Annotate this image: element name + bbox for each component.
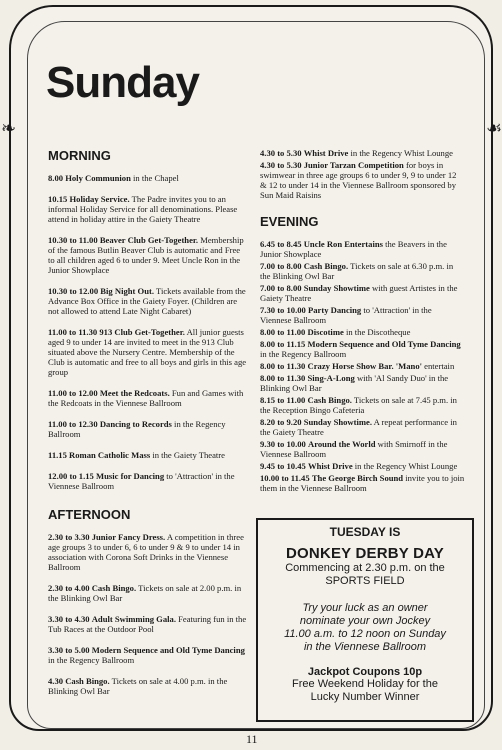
entry-text: The Padre invites you to an informal Holiday Service for all denominations. Please attend in holiday attire in the Gaiety Theatre <box>48 194 238 224</box>
schedule-entry <box>48 676 248 696</box>
entry-time: 8.20 to 9.20 <box>260 417 302 427</box>
entry-text: in the Regency Ballroom <box>48 419 226 439</box>
box-italic-line: in the Viennese Ballroom <box>303 641 427 653</box>
entry-time: 2.30 to 4.00 <box>48 583 90 593</box>
box-italic-line: 11.00 a.m. to 12 noon on Sunday <box>284 628 446 640</box>
schedule-entry <box>48 286 248 316</box>
schedule-entry <box>48 235 248 275</box>
entry-time: 11.00 to 11.30 <box>48 327 98 337</box>
entry-title: Holiday Service. <box>69 194 130 204</box>
entry-title: Cash Bingo. <box>65 676 110 686</box>
entry-text: A competition in three age groups 3 to under 6, 6 to under 9 & 9 to under 14 in association with Corona Soft Drinks in the Viennese Ballroom <box>48 532 244 572</box>
schedule-entry <box>48 194 248 224</box>
entry-text: All junior guests aged 9 to under 14 are invited to meet in the 913 Club situated above the Nursery Centre. Membership of the Club is automatic and free to all boys and girls in this age group <box>48 327 247 377</box>
entry-text: entertain <box>422 361 455 371</box>
entry-title: Modern Sequence and Old Tyme Dancing <box>307 339 461 349</box>
schedule-entry <box>48 614 248 634</box>
entry-time: 11.00 to 12.00 <box>48 388 98 398</box>
evening-list <box>260 239 465 493</box>
entry-text: in the Gaiety Theatre <box>150 450 225 460</box>
corner-ornament-icon: ❧ <box>1 118 17 138</box>
entry-time: 4.30 <box>48 676 64 686</box>
morning-list <box>48 173 248 491</box>
entry-time: 7.30 to 10.00 <box>260 305 306 315</box>
entry-title: Sing-A-Long <box>307 373 355 383</box>
entry-text: with 'Al Sandy Duo' in the Blinking Owl Bar <box>260 373 449 393</box>
afternoon-continued-list <box>260 148 465 200</box>
entry-title: Crazy Horse Show Bar. 'Mano' <box>307 361 423 371</box>
schedule-entry <box>260 461 465 471</box>
schedule-entry <box>48 327 248 377</box>
schedule-entry <box>260 160 465 200</box>
entry-text: with Smirnoff in the Viennese Ballroom <box>260 439 448 459</box>
section-heading-morning: MORNING <box>48 148 111 163</box>
left-column <box>48 148 248 707</box>
entry-title: Music for Dancing <box>96 471 165 481</box>
entry-time: 9.30 to 10.00 <box>260 439 306 449</box>
schedule-entry <box>48 583 248 603</box>
schedule-entry <box>260 148 465 158</box>
entry-title: Sunday Showtime. <box>303 417 372 427</box>
entry-text: A repeat performance in the Gaiety Theatre <box>260 417 457 437</box>
entry-text: Featuring fun in the Tub Races at the Outdoor Pool <box>48 614 247 634</box>
schedule-entry <box>260 261 465 281</box>
entry-title: Around the World <box>308 439 376 449</box>
entry-time: 11.00 to 12.30 <box>48 419 98 429</box>
entry-title: Junior Tarzan Competition <box>303 160 404 170</box>
entry-text: for boys in swimwear in three age groups 6 to under 9, 9 to under 12 & 12 to under 14 in the Viennese Ballroom sponsored by Sun Maid Raisins <box>260 160 457 200</box>
entry-title: Sunday Showtime <box>303 283 370 293</box>
box-heading: TUESDAY IS <box>329 525 401 539</box>
schedule-entry <box>48 450 248 460</box>
entry-time: 10.15 <box>48 194 68 204</box>
entry-text: in the Regency Whist Lounge <box>352 461 458 471</box>
entry-title: Beaver Club Get-Together. <box>99 235 199 245</box>
right-column <box>260 148 465 495</box>
schedule-entry <box>260 339 465 359</box>
entry-title: Roman Catholic Mass <box>69 450 151 460</box>
schedule-entry <box>260 305 465 325</box>
entry-title: Cash Bingo. <box>303 261 349 271</box>
schedule-entry <box>48 173 248 183</box>
entry-text: Tickets on sale at 2.00 p.m. in the Blinking Owl Bar <box>48 583 242 603</box>
entry-time: 3.30 to 4.30 <box>48 614 90 624</box>
entry-time: 4.30 to 5.30 <box>260 160 302 170</box>
entry-time: 10.30 to 11.00 <box>48 235 98 245</box>
entry-text: Membership of the famous Butlin Beaver Club is automatic and Free to all children aged 6 to under 9. Meet Uncle Ron in the Junior Showplace <box>48 235 244 275</box>
entry-title: Uncle Ron Entertains <box>303 239 383 249</box>
section-heading-evening: EVENING <box>260 214 319 229</box>
entry-title: Big Night Out. <box>100 286 155 296</box>
entry-text: invite you to join them in the Viennese Ballroom <box>260 473 465 493</box>
entry-text: the Beavers in the Junior Showplace <box>260 239 447 259</box>
entry-time: 8.00 to 11.00 <box>260 327 306 337</box>
schedule-entry <box>48 419 248 439</box>
entry-time: 10.30 to 12.00 <box>48 286 99 296</box>
entry-title: Holy Communion <box>65 173 131 183</box>
entry-title: Meet the Redcoats. <box>99 388 170 398</box>
schedule-entry <box>48 388 248 408</box>
afternoon-list <box>48 532 248 696</box>
donkey-derby-box <box>256 518 474 722</box>
box-title: DONKEY DERBY DAY <box>286 545 444 562</box>
entry-title: Discotime <box>307 327 344 337</box>
entry-text: Fun and Games with the Redcoats in the Viennese Ballroom <box>48 388 244 408</box>
entry-text: in the Discotheque <box>343 327 411 337</box>
page-title: Sunday <box>46 58 199 107</box>
entry-time: 8.00 to 11.30 <box>260 361 306 371</box>
entry-time: 8.00 <box>48 173 64 183</box>
section-heading-afternoon: AFTERNOON <box>48 507 131 522</box>
box-line: SPORTS FIELD <box>325 575 405 587</box>
entry-text: Tickets on sale at 7.45 p.m. in the Reception Bingo Cafeteria <box>260 395 457 415</box>
schedule-entry <box>260 473 465 493</box>
entry-text: to 'Attraction' in the Viennese Ballroom <box>260 305 432 325</box>
entry-time: 8.00 to 11.30 <box>260 373 306 383</box>
box-line: Commencing at 2.30 p.m. on the <box>285 562 445 574</box>
entry-time: 10.00 to 11.45 <box>260 473 310 483</box>
entry-text: with guest Artistes in the Gaiety Theatre <box>260 283 458 303</box>
entry-time: 7.00 to 8.00 <box>260 283 302 293</box>
schedule-entry <box>48 532 248 572</box>
entry-title: Dancing to Records <box>99 419 172 429</box>
entry-text: Tickets on sale at 6.30 p.m. in the Blinking Owl Bar <box>260 261 454 281</box>
entry-text: in the Regency Whist Lounge <box>348 148 453 158</box>
entry-time: 8.15 to 11.00 <box>260 395 306 405</box>
box-coupon: Jackpot Coupons 10p <box>307 666 423 678</box>
entry-title: Cash Bingo. <box>91 583 137 593</box>
box-italic-line: nominate your own Jockey <box>299 615 431 627</box>
schedule-entry <box>260 395 465 415</box>
schedule-entry <box>48 471 248 491</box>
entry-text: in the Regency Ballroom <box>48 655 135 665</box>
entry-title: The George Birch Sound <box>311 473 404 483</box>
schedule-entry <box>260 439 465 459</box>
entry-time: 2.30 to 3.30 <box>48 532 90 542</box>
schedule-entry <box>260 283 465 303</box>
entry-title: Party Dancing <box>308 305 362 315</box>
corner-ornament-icon: ☙ <box>486 118 502 138</box>
entry-time: 12.00 to 1.15 <box>48 471 94 481</box>
schedule-entry <box>260 373 465 393</box>
entry-text: in the Chapel <box>130 173 179 183</box>
box-foot: Lucky Number Winner <box>310 691 420 703</box>
entry-text: in the Regency Ballroom <box>260 349 347 359</box>
entry-text: Tickets available from the Advance Box Office in the Gaiety Foyer. (Children are not allowed to attend Late Night Cabaret) <box>48 286 246 316</box>
entry-time: 6.45 to 8.45 <box>260 239 302 249</box>
schedule-entry <box>260 327 465 337</box>
schedule-entry <box>260 417 465 437</box>
entry-title: Adult Swimming Gala. <box>91 614 176 624</box>
entry-title: 913 Club Get-Together. <box>99 327 185 337</box>
box-foot: Free Weekend Holiday for the <box>292 678 438 690</box>
entry-time: 8.00 to 11.15 <box>260 339 306 349</box>
entry-text: Tickets on sale at 4.00 p.m. in the Blinking Owl Bar <box>48 676 228 696</box>
schedule-entry <box>260 239 465 259</box>
entry-time: 9.45 to 10.45 <box>260 461 306 471</box>
entry-time: 7.00 to 8.00 <box>260 261 302 271</box>
entry-text: to 'Attraction' in the Viennese Ballroom <box>48 471 235 491</box>
schedule-entry <box>48 645 248 665</box>
entry-time: 3.30 to 5.00 <box>48 645 90 655</box>
entry-title: Junior Fancy Dress. <box>91 532 166 542</box>
entry-title: Whist Drive <box>308 461 353 471</box>
entry-title: Cash Bingo. <box>307 395 352 405</box>
entry-title: Modern Sequence and Old Tyme Dancing <box>91 645 245 655</box>
entry-time: 11.15 <box>48 450 67 460</box>
box-italic-line: Try your luck as an owner <box>302 602 428 614</box>
schedule-entry <box>260 361 465 371</box>
entry-title: Whist Drive <box>303 148 349 158</box>
entry-time: 4.30 to 5.30 <box>260 148 302 158</box>
page-number: 11 <box>246 732 258 746</box>
